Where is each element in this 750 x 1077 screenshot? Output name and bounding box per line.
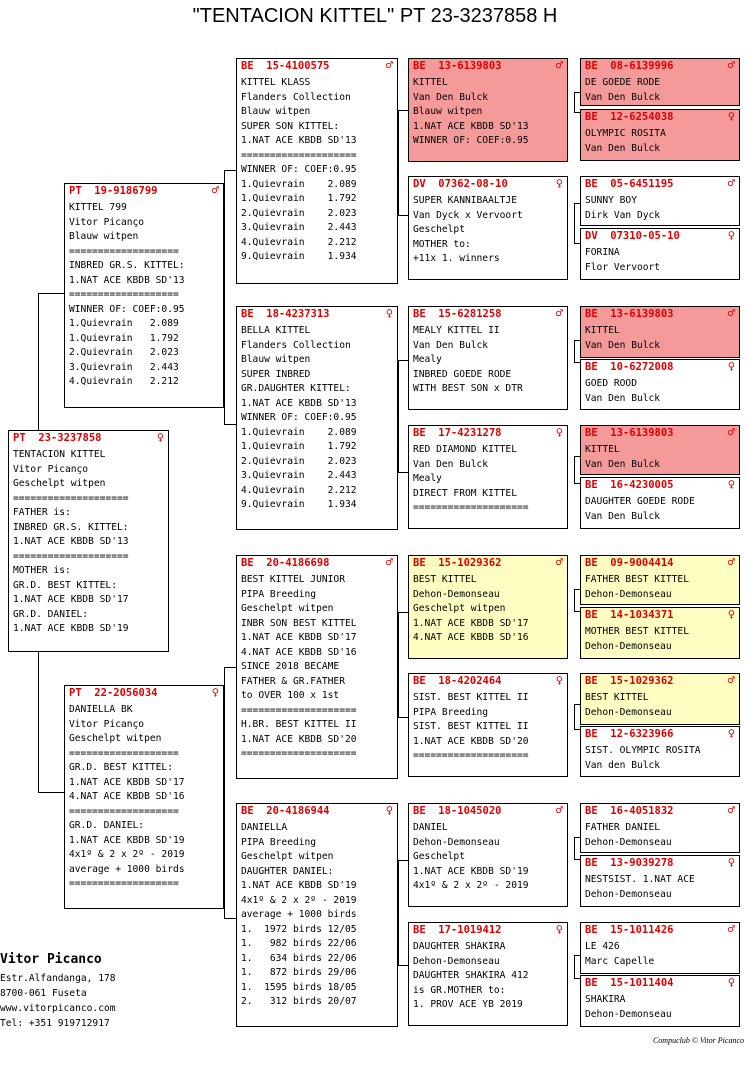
male-icon: ♂ bbox=[727, 803, 735, 817]
ring-number: PT 19-9186799 bbox=[69, 185, 158, 197]
card-line: SUPER INBRED bbox=[241, 368, 311, 380]
website-link[interactable]: www.vitorpicanco.com bbox=[0, 1003, 116, 1014]
card-line: Van den Bulck bbox=[585, 759, 661, 771]
card-line: FATHER is: bbox=[13, 507, 71, 518]
ring-number: BE 12-6254038 bbox=[585, 111, 674, 123]
card-line: Vitor Picanço bbox=[69, 216, 145, 228]
card-line: KITTEL bbox=[585, 444, 620, 455]
card-line: Van Den Bulck bbox=[585, 91, 661, 103]
card-line: 3.Quievrain 2.443 bbox=[69, 361, 179, 373]
card-line: 3.Quievrain 2.443 bbox=[241, 222, 357, 233]
card-line: ==================== bbox=[413, 502, 529, 513]
card-line: 1.NAT ACE KBDB SD'19 bbox=[69, 834, 185, 846]
female-icon: ♀ bbox=[727, 855, 735, 869]
card-line: MEALY KITTEL II bbox=[413, 325, 500, 336]
female-icon: ♀ bbox=[727, 109, 735, 123]
card-header bbox=[581, 59, 739, 74]
card-line: FATHER DANIEL bbox=[585, 822, 661, 833]
card-line: DAUGHTER SHAKIRA 412 bbox=[413, 970, 529, 981]
card-line: 1.NAT ACE KBDB SD'17 bbox=[69, 776, 185, 788]
male-icon: ♂ bbox=[555, 58, 563, 72]
ring-number: BE 15-1011426 bbox=[585, 924, 674, 936]
female-icon: ♀ bbox=[727, 477, 735, 491]
card-line: KITTEL 799 bbox=[69, 202, 127, 213]
ring-number: BE 17-4231278 bbox=[413, 427, 502, 439]
card-line: 1.NAT ACE KBDB SD'13 bbox=[69, 274, 185, 286]
female-icon: ♀ bbox=[727, 228, 735, 242]
card-line: H.BR. BEST KITTEL II bbox=[241, 719, 357, 730]
pedigree-card-gg4 bbox=[408, 425, 568, 529]
female-icon: ♀ bbox=[727, 975, 735, 989]
card-header bbox=[409, 804, 567, 819]
ring-number: BE 18-4202464 bbox=[413, 675, 502, 687]
female-icon: ♀ bbox=[727, 607, 735, 621]
ring-number: BE 15-4100575 bbox=[241, 60, 330, 72]
card-line: to OVER 100 x 1st bbox=[241, 690, 340, 701]
card-line: 4x1º & 2 x 2º - 2019 bbox=[413, 880, 529, 891]
card-line: PIPA Breeding bbox=[241, 588, 317, 600]
card-line: 1.NAT ACE KBDB SD'20 bbox=[241, 733, 357, 745]
card-line: DIRECT FROM KITTEL bbox=[413, 487, 517, 499]
card-line: 2.Quievrain 2.023 bbox=[69, 347, 179, 358]
ring-number: BE 18-4237313 bbox=[241, 308, 330, 320]
pedigree-card-a10 bbox=[580, 607, 740, 659]
card-line: PIPA Breeding bbox=[413, 706, 489, 718]
ring-number: PT 22-2056034 bbox=[69, 687, 158, 699]
card-line: =================== bbox=[69, 805, 179, 817]
female-icon: ♀ bbox=[727, 359, 735, 373]
card-line: PIPA Breeding bbox=[241, 836, 317, 848]
card-line: 1.NAT ACE KBDB SD'19 bbox=[413, 865, 529, 877]
pedigree-card-gg3 bbox=[408, 306, 568, 410]
card-line: GR.D. DANIEL: bbox=[69, 820, 145, 831]
card-line: GOED ROOD bbox=[585, 378, 637, 389]
pedigree-card-a16 bbox=[580, 975, 740, 1027]
ring-number: BE 12-6323966 bbox=[585, 728, 674, 740]
card-line: KITTEL bbox=[585, 325, 620, 336]
postal-line: 8700-061 Fuseta bbox=[0, 988, 87, 999]
female-icon: ♀ bbox=[727, 726, 735, 740]
ring-number: BE 14-1034371 bbox=[585, 609, 674, 621]
card-line: SIST. BEST KITTEL II bbox=[413, 721, 529, 732]
card-header bbox=[237, 556, 397, 571]
ring-number: BE 13-6139803 bbox=[413, 60, 502, 72]
card-line: 2. 312 birds 20/07 bbox=[241, 996, 357, 1007]
card-header bbox=[581, 360, 739, 375]
card-line: 1.Quievrain 2.089 bbox=[241, 178, 357, 190]
pedigree-card-gg6 bbox=[408, 673, 568, 777]
card-line: Dirk Van Dyck bbox=[585, 209, 661, 221]
card-header bbox=[581, 674, 739, 689]
male-icon: ♂ bbox=[385, 555, 393, 569]
pedigree-card-a6 bbox=[580, 359, 740, 410]
card-line: 1.NAT ACE KBDB SD'19 bbox=[13, 623, 129, 634]
card-header bbox=[581, 804, 739, 819]
card-line: Dehon-Demonseau bbox=[585, 888, 672, 900]
card-header bbox=[581, 229, 739, 244]
ring-number: BE 16-4230005 bbox=[585, 479, 674, 491]
card-line: Van Den Bulck bbox=[413, 458, 489, 470]
card-line: 1.NAT ACE KBDB SD'13 bbox=[13, 536, 129, 547]
card-line: Flor Vervoort bbox=[585, 261, 661, 273]
card-line: Geschelpt witpen bbox=[69, 733, 162, 744]
ring-number: DV 07362-08-10 bbox=[413, 178, 508, 190]
card-line: =================== bbox=[69, 245, 179, 257]
pedigree-card-subj bbox=[8, 430, 169, 652]
ring-number: BE 15-6281258 bbox=[413, 308, 502, 320]
female-icon: ♀ bbox=[555, 425, 563, 439]
card-line: SINCE 2018 BECAME bbox=[241, 661, 340, 672]
card-header bbox=[581, 608, 739, 623]
card-line: Van Den Bulck bbox=[413, 91, 489, 103]
card-header bbox=[581, 856, 739, 871]
card-line: OLYMPIC ROSITA bbox=[585, 128, 666, 139]
pedigree-card-a1 bbox=[580, 58, 740, 106]
card-line: KITTEL KLASS bbox=[241, 77, 311, 88]
card-line: Vitor Picanço bbox=[13, 463, 89, 475]
card-line: DANIELLA BK bbox=[69, 704, 133, 715]
card-line: Flanders Collection bbox=[241, 339, 351, 351]
card-line: DANIEL bbox=[413, 822, 448, 833]
card-line: 1.NAT ACE KBDB SD'17 bbox=[13, 594, 129, 605]
pedigree-card-gg7 bbox=[408, 803, 568, 907]
card-line: average + 1000 birds bbox=[241, 909, 357, 920]
card-line: DAUGHTER GOEDE RODE bbox=[585, 496, 695, 507]
ring-number: BE 15-1011404 bbox=[585, 977, 674, 989]
card-line: Geschelpt bbox=[413, 224, 465, 235]
card-line: Dehon-Demonseau bbox=[413, 588, 500, 600]
pedigree-card-a2 bbox=[580, 109, 740, 161]
card-line: MOTHER BEST KITTEL bbox=[585, 626, 689, 637]
card-line: 1. PROV ACE YB 2019 bbox=[413, 999, 523, 1010]
ring-number: BE 13-6139803 bbox=[585, 427, 674, 439]
female-icon: ♀ bbox=[385, 803, 393, 817]
card-line: 4.NAT ACE KBDB SD'16 bbox=[413, 632, 529, 643]
card-line: 2.Quievrain 2.023 bbox=[241, 455, 357, 467]
card-line: DE GOEDE RODE bbox=[585, 77, 661, 88]
card-line: is GR.MOTHER to: bbox=[413, 984, 506, 996]
card-line: 4.Quievrain 2.212 bbox=[241, 236, 357, 248]
card-line: GR.D. BEST KITTEL: bbox=[13, 579, 117, 591]
card-line: INBRED GR.S. KITTEL: bbox=[69, 260, 185, 271]
card-line: DAUGHTER DANIEL: bbox=[241, 865, 334, 877]
card-header bbox=[237, 307, 397, 322]
pedigree-card-gg8 bbox=[408, 922, 568, 1026]
card-line: Van Den Bulck bbox=[585, 392, 661, 404]
card-line: 1.Quievrain 2.089 bbox=[241, 426, 357, 438]
card-line: Dehon-Demonseau bbox=[585, 706, 672, 718]
card-line: WINNER OF: COEF:0.95 bbox=[413, 135, 529, 146]
pedigree-card-a9 bbox=[580, 555, 740, 605]
card-line: LE 426 bbox=[585, 941, 620, 952]
ring-number: BE 13-9039278 bbox=[585, 857, 674, 869]
card-line: Blauw witpen bbox=[69, 231, 139, 242]
card-line: average + 1000 birds bbox=[69, 863, 185, 875]
pedigree-card-a8 bbox=[580, 477, 740, 529]
card-line: 1.Quievrain 1.792 bbox=[241, 441, 357, 452]
card-line: 9.Quievrain 1.934 bbox=[241, 251, 357, 262]
card-line: =================== bbox=[69, 878, 179, 889]
breeder-name: Vitor Picanco bbox=[0, 952, 102, 967]
card-line: 1.NAT ACE KBDB SD'19 bbox=[241, 880, 357, 891]
ring-number: BE 20-4186944 bbox=[241, 805, 330, 817]
card-line: Blauw witpen bbox=[241, 354, 311, 365]
card-line: INBRED GOEDE RODE bbox=[413, 368, 512, 380]
card-line: 4.NAT ACE KBDB SD'16 bbox=[69, 791, 185, 802]
pedigree-card-g2b bbox=[236, 803, 398, 1027]
card-line: ==================== bbox=[241, 149, 357, 161]
female-icon: ♀ bbox=[156, 430, 164, 444]
card-line: GR.DAUGHTER KITTEL: bbox=[241, 383, 351, 394]
pedigree-title: "TENTACION KITTEL" PT 23-3237858 H bbox=[192, 5, 558, 27]
card-line: FATHER BEST KITTEL bbox=[585, 574, 689, 585]
ring-number: BE 10-6272008 bbox=[585, 361, 674, 373]
pedigree-card-a11 bbox=[580, 673, 740, 725]
pedigree-card-a13 bbox=[580, 803, 740, 853]
card-line: 4.NAT ACE KBDB SD'16 bbox=[241, 646, 357, 658]
male-icon: ♂ bbox=[727, 176, 735, 190]
pedigree-card-a12 bbox=[580, 726, 740, 777]
card-header bbox=[65, 184, 223, 199]
pedigree-card-m1 bbox=[64, 685, 224, 909]
card-line: Van Den Bulck bbox=[413, 339, 489, 351]
ring-number: BE 18-1045020 bbox=[413, 805, 502, 817]
card-line: SHAKIRA bbox=[585, 994, 626, 1005]
card-line: Mealy bbox=[413, 473, 442, 484]
card-line: 2.Quievrain 2.023 bbox=[241, 207, 357, 219]
card-line: BEST KITTEL bbox=[585, 692, 649, 703]
male-icon: ♂ bbox=[211, 183, 219, 197]
card-line: 1. 872 birds 29/06 bbox=[241, 967, 357, 978]
male-icon: ♂ bbox=[727, 58, 735, 72]
card-line: 4.Quievrain 2.212 bbox=[241, 484, 357, 496]
female-icon: ♀ bbox=[555, 176, 563, 190]
pedigree-card-f1 bbox=[64, 183, 224, 408]
card-header bbox=[409, 674, 567, 689]
card-header bbox=[409, 177, 567, 192]
card-line: ==================== bbox=[241, 748, 357, 759]
male-icon: ♂ bbox=[727, 673, 735, 687]
card-line: Mealy bbox=[413, 354, 442, 365]
card-line: =================== bbox=[69, 289, 179, 300]
card-header bbox=[409, 426, 567, 441]
card-line: 1.NAT ACE KBDB SD'13 bbox=[241, 397, 357, 409]
card-line: BEST KITTEL JUNIOR bbox=[241, 574, 345, 585]
male-icon: ♂ bbox=[555, 306, 563, 320]
pedigree-card-a4 bbox=[580, 228, 740, 280]
card-line: RED DIAMOND KITTEL bbox=[413, 444, 517, 455]
female-icon: ♀ bbox=[555, 922, 563, 936]
pedigree-card-gg2 bbox=[408, 176, 568, 280]
phone-line: Tel: +351 919712917 bbox=[0, 1018, 110, 1029]
card-line: ==================== bbox=[241, 704, 357, 716]
card-line: 1.Quievrain 1.792 bbox=[241, 193, 357, 204]
card-line: Dehon-Demonseau bbox=[585, 640, 672, 652]
card-line: 9.Quievrain 1.934 bbox=[241, 499, 357, 510]
card-header bbox=[409, 307, 567, 322]
card-line: ==================== bbox=[13, 492, 129, 504]
ring-number: DV 07310-05-10 bbox=[585, 230, 680, 242]
card-line: INBRED GR.S. KITTEL: bbox=[13, 521, 129, 533]
card-line: WINNER OF: COEF:0.95 bbox=[241, 412, 357, 423]
card-header bbox=[237, 59, 397, 74]
male-icon: ♂ bbox=[727, 922, 735, 936]
card-line: +11x 1. winners bbox=[413, 253, 500, 264]
card-line: Geschelpt bbox=[413, 851, 465, 862]
card-line: Blauw witpen bbox=[241, 106, 311, 117]
card-line: Marc Capelle bbox=[585, 955, 655, 967]
card-line: SIST. OLYMPIC ROSITA bbox=[585, 745, 701, 756]
card-header bbox=[409, 59, 567, 74]
card-line: Vitor Picanço bbox=[69, 718, 145, 730]
card-header bbox=[237, 804, 397, 819]
ring-number: BE 09-9004414 bbox=[585, 557, 674, 569]
male-icon: ♂ bbox=[555, 803, 563, 817]
ring-number: BE 20-4186698 bbox=[241, 557, 330, 569]
male-icon: ♂ bbox=[555, 555, 563, 569]
male-icon: ♂ bbox=[727, 425, 735, 439]
pedigree-card-gg5 bbox=[408, 555, 568, 659]
card-header bbox=[581, 307, 739, 322]
card-line: BEST KITTEL bbox=[413, 574, 477, 585]
card-line: 1.NAT ACE KBDB SD'13 bbox=[413, 120, 529, 132]
card-line: INBR SON BEST KITTEL bbox=[241, 617, 357, 629]
pedigree-card-a7 bbox=[580, 425, 740, 475]
card-line: BELLA KITTEL bbox=[241, 325, 311, 336]
card-line: 1.Quievrain 1.792 bbox=[69, 332, 179, 344]
card-line: WINNER OF: COEF:0.95 bbox=[69, 303, 185, 315]
card-line: 4x1º & 2 x 2º - 2019 bbox=[241, 894, 357, 906]
card-line: Blauw witpen bbox=[413, 106, 483, 117]
card-header bbox=[581, 556, 739, 571]
card-line: NESTSIST. 1.NAT ACE bbox=[585, 874, 695, 885]
pedigree-card-g1a bbox=[236, 58, 398, 284]
card-line: GR.D. DANIEL: bbox=[13, 608, 89, 620]
card-header bbox=[581, 110, 739, 125]
card-line: SUPER SON KITTEL: bbox=[241, 120, 340, 132]
card-line: FORINA bbox=[585, 247, 620, 258]
ring-number: PT 23-3237858 bbox=[13, 432, 102, 444]
card-line: 1. 634 birds 22/06 bbox=[241, 952, 357, 964]
female-icon: ♀ bbox=[211, 685, 219, 699]
card-line: =================== bbox=[69, 747, 179, 759]
male-icon: ♂ bbox=[385, 58, 393, 72]
ring-number: BE 08-6139996 bbox=[585, 60, 674, 72]
card-line: 1.Quievrain 2.089 bbox=[69, 318, 179, 329]
card-line: Dehon-Demonseau bbox=[585, 1008, 672, 1020]
pedigree-card-g2a bbox=[236, 555, 398, 779]
card-header bbox=[409, 923, 567, 938]
card-line: SUPER KANNIBAALTJE bbox=[413, 195, 517, 206]
pedigree-card-a5 bbox=[580, 306, 740, 358]
ring-number: BE 13-6139803 bbox=[585, 308, 674, 320]
pedigree-card-a14 bbox=[580, 855, 740, 907]
card-line: 1.NAT ACE KBDB SD'17 bbox=[241, 632, 357, 643]
copyright-text: Compuclub © Vitor Picanco bbox=[652, 1036, 744, 1045]
card-header bbox=[581, 426, 739, 441]
card-line: Dehon-Demonseau bbox=[585, 836, 672, 848]
card-line: 1.NAT ACE KBDB SD'17 bbox=[413, 617, 529, 629]
card-line: 4x1º & 2 x 2º - 2019 bbox=[69, 849, 185, 860]
ring-number: BE 16-4051832 bbox=[585, 805, 674, 817]
card-header bbox=[65, 686, 223, 701]
card-line: TENTACION KITTEL bbox=[13, 449, 106, 460]
card-line: Dehon-Demonseau bbox=[585, 588, 672, 600]
card-line: Geschelpt witpen bbox=[413, 603, 506, 614]
card-line: WINNER OF: COEF:0.95 bbox=[241, 164, 357, 175]
card-line: 1.NAT ACE KBDB SD'13 bbox=[241, 135, 357, 146]
card-line: 1. 1972 birds 12/05 bbox=[241, 923, 357, 935]
card-line: 1.NAT ACE KBDB SD'20 bbox=[413, 735, 529, 747]
female-icon: ♀ bbox=[385, 306, 393, 320]
pedigree-card-a15 bbox=[580, 922, 740, 974]
pedigree-card-a3 bbox=[580, 176, 740, 226]
card-line: Van Den Bulck bbox=[585, 510, 661, 522]
card-header bbox=[581, 727, 739, 742]
ring-number: BE 15-1029362 bbox=[585, 675, 674, 687]
card-line: WITH BEST SON x DTR bbox=[413, 383, 523, 394]
card-line: Van Den Bulck bbox=[585, 458, 661, 470]
breeder-contact bbox=[0, 952, 116, 1031]
card-line: SUNNY BOY bbox=[585, 195, 637, 206]
card-line: Van Den Bulck bbox=[585, 142, 661, 154]
card-header bbox=[581, 177, 739, 192]
pedigree-card-g1b bbox=[236, 306, 398, 530]
address-line: Estr.Alfandanga, 178 bbox=[0, 973, 116, 984]
card-header bbox=[409, 556, 567, 571]
card-header bbox=[581, 976, 739, 991]
card-line: 1. 982 birds 22/06 bbox=[241, 938, 357, 949]
male-icon: ♂ bbox=[727, 306, 735, 320]
card-line: Van Dyck x Vervoort bbox=[413, 209, 523, 221]
card-line: Dehon-Demonseau bbox=[413, 955, 500, 967]
ring-number: BE 17-1019412 bbox=[413, 924, 502, 936]
card-line: Geschelpt witpen bbox=[241, 851, 334, 862]
card-line: Flanders Collection bbox=[241, 91, 351, 103]
female-icon: ♀ bbox=[555, 673, 563, 687]
ring-number: BE 05-6451195 bbox=[585, 178, 674, 190]
card-header bbox=[581, 923, 739, 938]
card-line: MOTHER to: bbox=[413, 238, 471, 250]
card-line: MOTHER is: bbox=[13, 565, 71, 576]
card-header bbox=[9, 431, 168, 446]
card-line: 1. 1595 birds 18/05 bbox=[241, 981, 357, 993]
card-header bbox=[581, 478, 739, 493]
card-line: Geschelpt witpen bbox=[13, 478, 106, 489]
card-line: DANIELLA bbox=[241, 822, 288, 833]
card-line: Dehon-Demonseau bbox=[413, 836, 500, 848]
card-line: 4.Quievrain 2.212 bbox=[69, 376, 179, 387]
pedigree-card-gg1 bbox=[408, 58, 568, 162]
card-line: FATHER & GR.FATHER bbox=[241, 675, 345, 687]
card-line: GR.D. BEST KITTEL: bbox=[69, 762, 173, 773]
card-line: ==================== bbox=[413, 750, 529, 761]
card-line: Geschelpt witpen bbox=[241, 603, 334, 614]
card-line: KITTEL bbox=[413, 77, 448, 88]
male-icon: ♂ bbox=[727, 555, 735, 569]
card-line: ==================== bbox=[13, 550, 129, 562]
card-line: DAUGHTER SHAKIRA bbox=[413, 941, 506, 952]
card-line: 3.Quievrain 2.443 bbox=[241, 470, 357, 481]
card-line: Van Den Bulck bbox=[585, 339, 661, 351]
card-line: SIST. BEST KITTEL II bbox=[413, 692, 529, 703]
ring-number: BE 15-1029362 bbox=[413, 557, 502, 569]
